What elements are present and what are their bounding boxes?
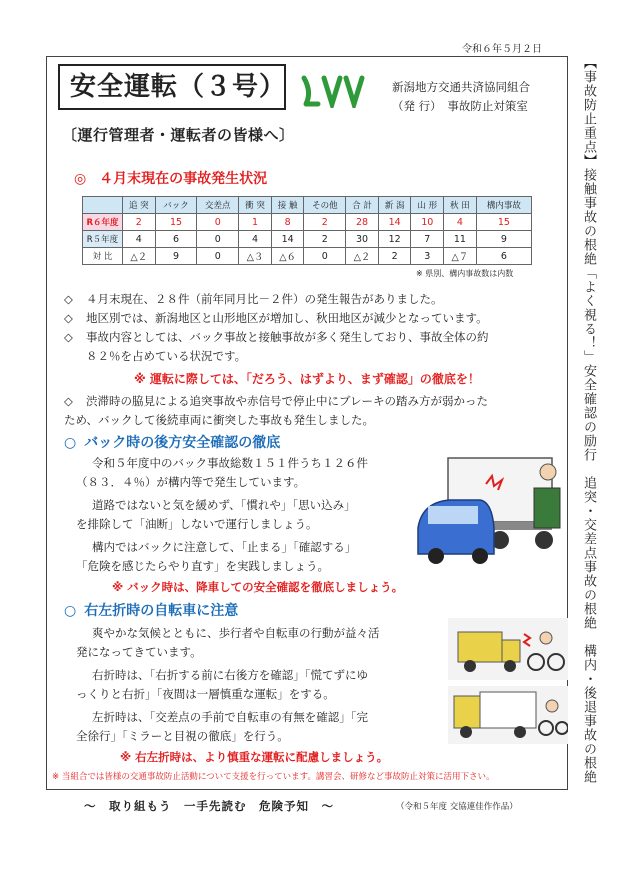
section-marker: ○ (64, 435, 77, 451)
cooperative-logo (298, 74, 370, 108)
table-row (83, 214, 532, 231)
paragraph-line: 左折時は、「交差点の手前で自転車の有無を確認」「完 (92, 710, 368, 724)
table-header-cell: その他 (304, 197, 346, 214)
bullet-item (64, 392, 542, 430)
table-header-cell (83, 197, 123, 214)
table-header-cell: 接 触 (271, 197, 304, 214)
safety-slogan: ～ 取り組もう 一手先読む 危険予知 ～ (84, 799, 334, 813)
table-cell: 28 (346, 214, 379, 231)
table-cell: △２ (346, 248, 379, 265)
table-cell: 0 (197, 214, 239, 231)
table-cell: 30 (346, 231, 379, 248)
audience-heading: 〔運行管理者・運転者の皆様へ〕 (62, 126, 295, 144)
table-cell: 15 (155, 214, 197, 231)
table-cell: △２ (123, 248, 156, 265)
table-cell: 12 (378, 231, 411, 248)
table-cell: 0 (197, 248, 239, 265)
bullet-item (64, 309, 542, 328)
bullet-marker: ◇ (64, 292, 73, 306)
table-cell: 9 (476, 231, 531, 248)
table-cell: 9 (155, 248, 197, 265)
right-turn-bicycle-illustration (448, 618, 568, 680)
section-heading: 右左折時の自転車に注意 (84, 603, 239, 619)
paragraph-line: を排除して「油断」しないで運行しましょう。 (76, 517, 318, 531)
table-cell: 8 (271, 214, 304, 231)
section-note: ※ 右左折時は、より慎重な運転に配慮しましょう。 (120, 750, 389, 764)
table-cell: 2 (123, 214, 156, 231)
bullet-text-continued: ８２％を占めている状況です。 (86, 349, 247, 363)
paragraph-line: 全徐行」「ミラーと目視の徹底」を行う。 (76, 729, 289, 743)
table-cell: 11 (444, 231, 477, 248)
bullet-text: 渋滞時の脇見による追突事故や赤信号で停止中にブレーキの踏み方が弱かった (86, 394, 489, 408)
slogan-source: （令和５年度 交協連佳作作品） (396, 802, 518, 812)
table-cell: 6 (155, 231, 197, 248)
issue-date: 令和６年５月２日 (462, 44, 542, 55)
row-label: R６年度 (83, 214, 123, 231)
sidebar-priority-text: 【事故防止重点】接触事故の根絶「よく視る！」安全確認の励行 追突・交差点事故の根絶 構内・後退事故の根絶 (581, 56, 596, 784)
table-cell: 2 (304, 231, 346, 248)
left-turn-bicycle-illustration (448, 686, 568, 744)
section-note: ※ バック時は、降車しての安全確認を徹底しましょう。 (112, 580, 404, 594)
bullet-marker: ◇ (64, 394, 73, 408)
bullet-text: 地区別では、新潟地区と山形地区が増加し、秋田地区が減少となっています。 (86, 311, 488, 325)
table-cell: 0 (304, 248, 346, 265)
table-cell: △７ (444, 248, 477, 265)
paragraph-line: 右折時は、「右折する前に右後方を確認」「慌てずにゆ (92, 668, 368, 682)
caution-callout: ※ 運転に際しては、「だろう、はずより、まず確認」の徹底を！ (134, 372, 480, 386)
table-cell: 6 (476, 248, 531, 265)
table-row (83, 248, 532, 265)
table-cell: 10 (411, 214, 444, 231)
bullet-text: 事故内容としては、バック事故と接触事故が多く発生しており、事故全体の約 (86, 330, 489, 344)
table-cell: 2 (378, 248, 411, 265)
table-cell: 4 (123, 231, 156, 248)
table-header-cell: 交差点 (197, 197, 239, 214)
page-title: 安全運転（３号） (58, 64, 286, 110)
paragraph-line: 爽やかな気候とともに、歩行者や自転車の行動が益々活 (92, 626, 380, 640)
bullet-item (64, 328, 542, 366)
section-heading: ４月末現在の事故発生状況 (99, 171, 268, 187)
paragraph-line: 発になってきています。 (76, 645, 202, 659)
table-header-cell: 新 潟 (378, 197, 411, 214)
bullet-marker: ◇ (64, 330, 73, 344)
table-cell: 4 (444, 214, 477, 231)
table-header-cell: 秋 田 (444, 197, 477, 214)
paragraph-line: っくりと右折」「夜間は一層慎重な運転」をする。 (76, 687, 335, 701)
org-department: （発 行） 事故防止対策室 (392, 99, 528, 113)
table-cell: 14 (378, 214, 411, 231)
table-cell: 14 (271, 231, 304, 248)
table-header-cell: バック (155, 197, 197, 214)
section-heading: バック時の後方安全確認の徹底 (84, 435, 281, 451)
publisher-info (392, 78, 530, 116)
section-accident-status (74, 168, 267, 188)
section-back-safety (64, 432, 280, 452)
table-header-row (83, 197, 532, 214)
section-marker: ◎ (74, 171, 87, 187)
paragraph-line: （８３．４％）が構内等で発生しています。 (76, 475, 306, 489)
section-marker: ○ (64, 603, 77, 619)
paragraph-line: 令和５年度中のバック事故総数１５１件うち１２６件 (92, 456, 368, 470)
table-row (83, 231, 532, 248)
row-label: 対 比 (83, 248, 123, 265)
table-cell: △３ (239, 248, 272, 265)
paragraph-line: 道路ではないと気を緩めず、「慣れや」「思い込み」 (92, 498, 356, 512)
bullet-item (64, 290, 542, 309)
row-label: R５年度 (83, 231, 123, 248)
bullet-text: ４月末現在、２８件（前年同月比－２件）の発生報告がありました。 (86, 292, 443, 306)
bullet-marker: ◇ (64, 311, 73, 325)
table-header-cell: 追 突 (123, 197, 156, 214)
table-note: ※ 県別、構内事故数は内数 (416, 269, 514, 278)
table-cell: 15 (476, 214, 531, 231)
paragraph-line: 「危険を感じたらやり直す」を実践しましょう。 (76, 559, 329, 573)
support-footnote: ※ 当組合では皆様の交通事故防止活動について支援を行っています。講習会、研修など事故防止対策に活用下さい。 (52, 772, 495, 782)
table-header-cell: 構内事故 (476, 197, 531, 214)
table-cell: 4 (239, 231, 272, 248)
table-cell: 7 (411, 231, 444, 248)
table-cell: 1 (239, 214, 272, 231)
table-cell: △６ (271, 248, 304, 265)
accident-stats-table (82, 196, 532, 265)
bullet-text-continued: ため、バックして後続車両に衝突した事故も発生しました。 (64, 413, 375, 427)
org-name: 新潟地方交通共済協同組合 (392, 80, 530, 94)
paragraph-line: 構内ではバックに注意して、「止まる」「確認する」 (92, 540, 357, 554)
table-cell: 3 (411, 248, 444, 265)
section-bicycle-caution (64, 600, 238, 620)
table-header-cell: 合 計 (346, 197, 379, 214)
table-cell: 0 (197, 231, 239, 248)
table-header-cell: 山 形 (411, 197, 444, 214)
table-cell: 2 (304, 214, 346, 231)
table-header-cell: 衝 突 (239, 197, 272, 214)
truck-collision-illustration (414, 444, 564, 570)
